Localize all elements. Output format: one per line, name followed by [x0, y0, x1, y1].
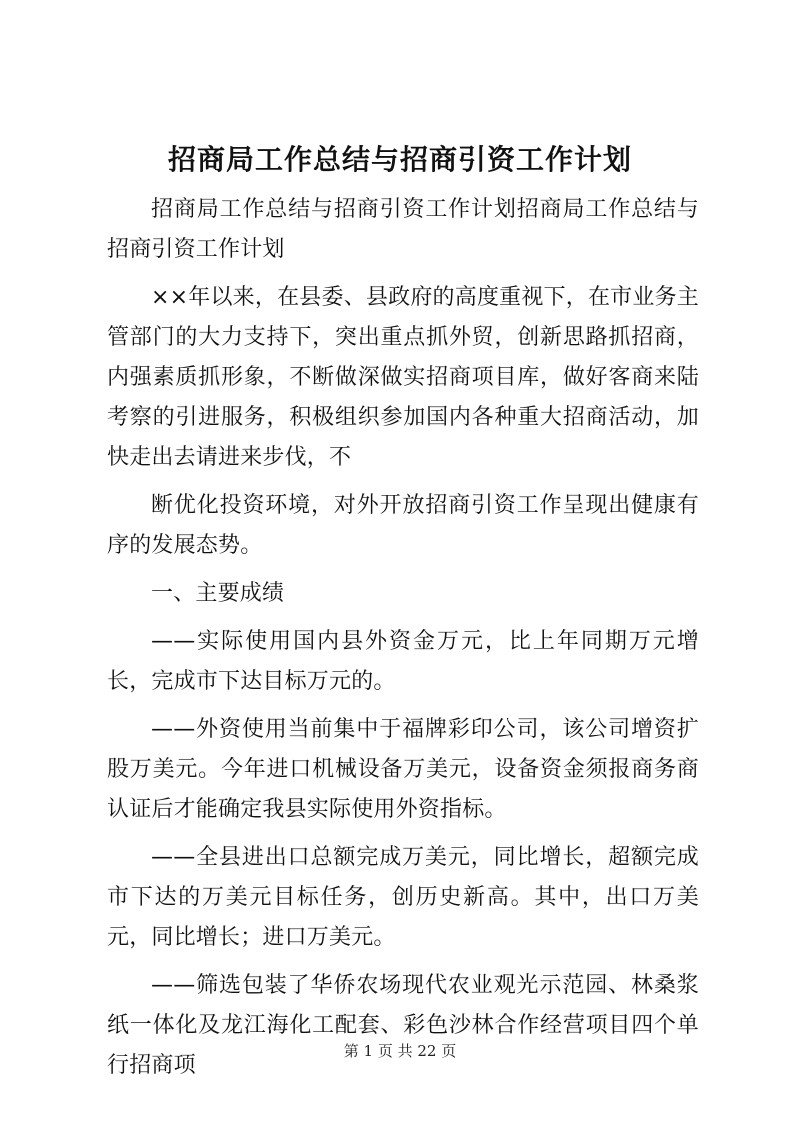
section-heading: 一、主要成绩 — [151, 581, 285, 606]
body-paragraph: ××年以来，在县委、县政府的高度重视下，在市业务主管部门的大力支持下，突出重点抓外贸，创新思路抓招商，内强素质抓形象，不断做深做实招商项目库，做好客商来陆考察的引进服务，积极组织参加国内各种重大招商活动，加快走出去请进来步伐，不 — [107, 285, 699, 470]
page-footer: 第 1 页 共 22 页 — [343, 1042, 457, 1060]
body-paragraph: 断优化投资环境，对外开放招商引资工作呈现出健康有序的发展态势。 — [107, 493, 699, 558]
body-paragraph: ——全县进出口总额完成万美元，同比增长，超额完成市下达的万美元目标任务，创历史新高。其中，出口万美元，同比增长；进口万美元。 — [107, 845, 699, 950]
body-paragraph: ——实际使用国内县外资金万元，比上年同期万元增长，完成市下达目标万元的。 — [107, 629, 699, 694]
body-paragraph: 招商局工作总结与招商引资工作计划招商局工作总结与招商引资工作计划 — [107, 197, 699, 262]
body-paragraph: ——外资使用当前集中于福牌彩印公司，该公司增资扩股万美元。今年进口机械设备万美元，设备资金须报商务商认证后才能确定我县实际使用外资指标。 — [107, 717, 699, 822]
document-title: 招商局工作总结与招商引资工作计划 — [167, 143, 632, 176]
body-paragraph: ——筛选包装了华侨农场现代农业观光示范园、林桑浆纸一体化及龙江海化工配套、彩色沙林合作经营项目四个单行招商项 — [107, 973, 699, 1078]
document-body — [107, 190, 699, 1086]
